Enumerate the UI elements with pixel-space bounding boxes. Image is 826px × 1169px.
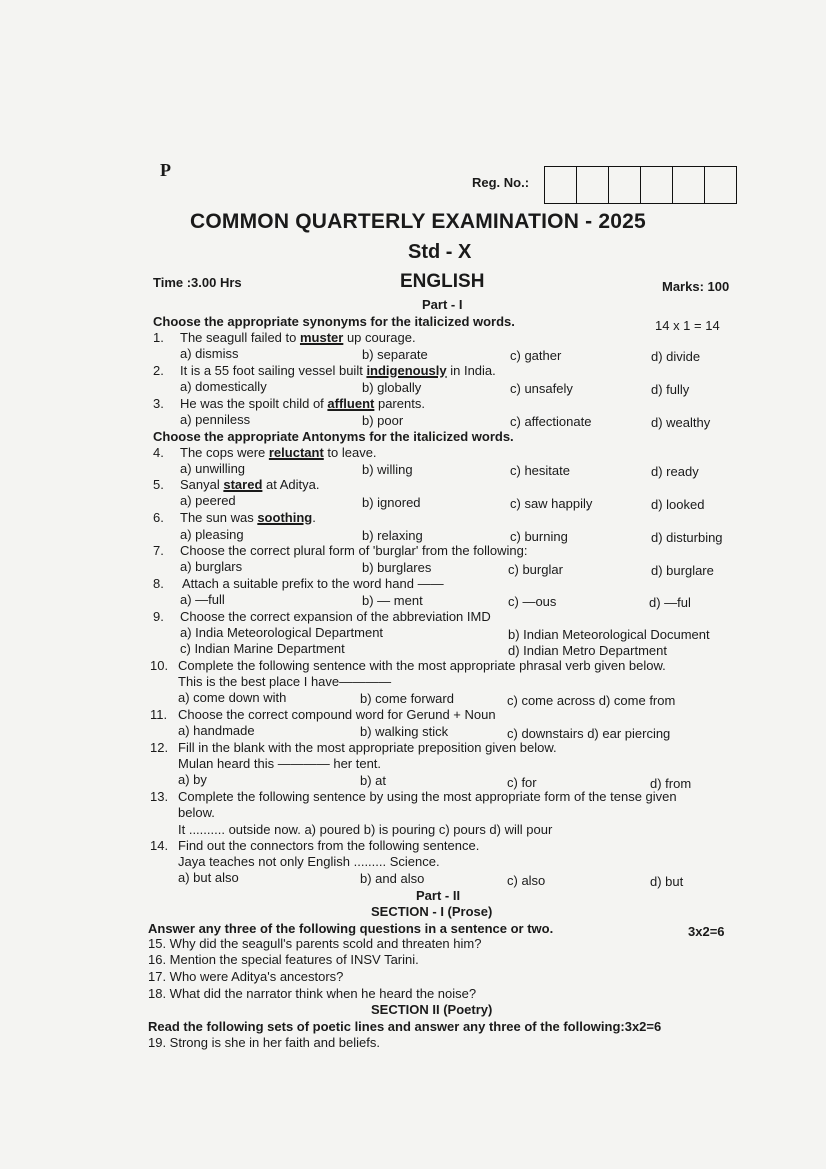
option-c: c) burning: [510, 529, 568, 544]
question-number: 11.: [150, 707, 168, 722]
option-d: d) burglare: [651, 563, 714, 578]
question-18: 18. What did the narrator think when he heard the noise?: [148, 986, 477, 1001]
question-number: 4.: [153, 445, 164, 460]
option-b: b) Indian Meteorological Document: [508, 627, 710, 642]
reg-no-box: [545, 167, 577, 203]
reg-no-box: [673, 167, 705, 203]
option-a: a) by: [178, 772, 207, 787]
question-number: 7.: [153, 543, 164, 558]
question-number: 3.: [153, 396, 164, 411]
option-a: a) —full: [180, 592, 225, 607]
option-c: c) hesitate: [510, 463, 570, 478]
question-text: Attach a suitable prefix to the word hand ——: [182, 576, 444, 591]
question-text: Choose the correct compound word for Gerund + Noun: [178, 707, 496, 722]
option-d: d) from: [650, 776, 692, 791]
question-text: Choose the correct expansion of the abbreviation IMD: [180, 609, 491, 624]
option-d: d) ready: [651, 464, 699, 479]
option-b: b) come forward: [360, 691, 454, 706]
reg-no-box: [705, 167, 736, 203]
question-15: 15. Why did the seagull's parents scold and threaten him?: [148, 936, 482, 951]
italicized-word: reluctant: [268, 445, 324, 460]
option-b: b) poor: [362, 413, 404, 428]
option-a: a) domestically: [180, 379, 267, 394]
option-c: c) gather: [510, 348, 562, 363]
reg-no-box: [577, 167, 609, 203]
question-19: 19. Strong is she in her faith and beliefs.: [148, 1035, 380, 1050]
question-text: Find out the connectors from the following sentence.: [178, 838, 480, 853]
question-number: 10.: [150, 658, 169, 673]
option-c: c) saw happily: [510, 496, 593, 511]
italicized-word: muster: [299, 330, 344, 345]
option-b: b) — ment: [362, 593, 423, 608]
question-number: 2.: [153, 363, 164, 378]
question-17: 17. Who were Aditya's ancestors?: [148, 969, 344, 984]
option-a: a) pleasing: [180, 527, 244, 542]
question-text: It is a 55 foot sailing vessel built indigenously in India.: [180, 363, 496, 378]
part-2-title: Part - II: [416, 888, 461, 903]
part-1-marks: 14 x 1 = 14: [655, 318, 720, 333]
reg-no-box: [641, 167, 673, 203]
option-c: c) Indian Marine Department: [180, 641, 345, 656]
option-a: a) unwilling: [180, 461, 246, 476]
subject-title: ENGLISH: [400, 271, 485, 292]
option-d: d) Indian Metro Department: [508, 643, 667, 658]
option-b: b) at: [360, 773, 387, 788]
question-number: 5.: [153, 477, 164, 492]
option-d: d) —ful: [649, 595, 691, 610]
italicized-word: soothing: [257, 510, 313, 525]
question-number: 8.: [153, 576, 164, 591]
option-d: d) but: [650, 874, 684, 889]
question-number: 1.: [153, 330, 164, 345]
option-a: a) handmade: [178, 723, 255, 738]
option-b: b) ignored: [362, 495, 421, 510]
section-2-title: SECTION II (Poetry): [371, 1002, 493, 1017]
time-allowed: Time :3.00 Hrs: [153, 275, 242, 290]
question-text: The sun was soothing.: [180, 510, 316, 525]
antonyms-instruction: Choose the appropriate Antonyms for the italicized words.: [153, 429, 514, 444]
option-d: d) disturbing: [651, 530, 723, 545]
option-b: b) burglares: [362, 560, 432, 575]
option-c: c) —ous: [508, 594, 557, 609]
question-text: The seagull failed to muster up courage.: [180, 330, 416, 345]
option-d: d) fully: [651, 382, 690, 397]
question-number: 12.: [150, 740, 169, 755]
section-1-marks: 3x2=6: [688, 924, 725, 939]
option-c: c) burglar: [508, 562, 563, 577]
option-a: a) but also: [178, 870, 239, 885]
question-text: Choose the correct plural form of 'burglar' from the following:: [180, 543, 528, 558]
question-text: Fill in the blank with the most appropriate preposition given below.: [178, 740, 557, 755]
reg-no-box: [609, 167, 641, 203]
standard: Std - X: [408, 241, 472, 263]
question-text: Complete the following sentence with the most appropriate phrasal verb given below.: [178, 658, 666, 673]
italicized-word: stared: [223, 477, 263, 492]
question-text: Sanyal stared at Aditya.: [180, 477, 320, 492]
section-2-instruction: Read the following sets of poetic lines and answer any three of the following:3x2=6: [148, 1019, 662, 1034]
option-b: b) walking stick: [360, 724, 449, 739]
question-text-cont: below.: [178, 805, 215, 820]
option-a: a) India Meteorological Department: [180, 625, 384, 640]
option-b: b) relaxing: [362, 528, 423, 543]
question-number: 13.: [150, 789, 169, 804]
option-a: a) come down with: [178, 690, 287, 705]
exam-title: COMMON QUARTERLY EXAMINATION - 2025: [190, 210, 646, 233]
option-c: c) unsafely: [510, 381, 573, 396]
question-text: Complete the following sentence by using the most appropriate form of the tense given: [178, 789, 677, 804]
question-sentence: This is the best place I have————: [178, 674, 392, 689]
option-a: a) peered: [180, 493, 236, 508]
question-paper-series: P: [160, 160, 171, 180]
question-text: The cops were reluctant to leave.: [180, 445, 377, 460]
option-cd: c) downstairs d) ear piercing: [507, 726, 671, 741]
question-16: 16. Mention the special features of INSV Tarini.: [148, 952, 419, 967]
question-number: 14.: [150, 838, 169, 853]
part-1-title: Part - I: [422, 297, 463, 312]
total-marks: Marks: 100: [662, 279, 730, 294]
option-c: c) for: [507, 775, 537, 790]
question-number: 6.: [153, 510, 164, 525]
section-1-instruction: Answer any three of the following questions in a sentence or two.: [148, 921, 554, 936]
italicized-word: indigenously: [366, 363, 447, 378]
option-b: b) separate: [362, 347, 428, 362]
question-sentence: Jaya teaches not only English ......... Science.: [178, 854, 440, 869]
reg-no-label: Reg. No.:: [472, 175, 530, 190]
italicized-word: affluent: [327, 396, 375, 411]
question-sentence: Mulan heard this ———— her tent.: [178, 756, 382, 771]
option-d: d) looked: [651, 497, 705, 512]
option-a: a) penniless: [180, 412, 251, 427]
option-c: c) also: [507, 873, 546, 888]
question-number: 9.: [153, 609, 164, 624]
option-a: a) dismiss: [180, 346, 239, 361]
reg-no-boxes: [544, 166, 737, 204]
option-c: c) affectionate: [510, 414, 592, 429]
section-1-title: SECTION - I (Prose): [371, 904, 493, 919]
option-a: a) burglars: [180, 559, 243, 574]
option-b: b) willing: [362, 462, 413, 477]
synonyms-instruction: Choose the appropriate synonyms for the italicized words.: [153, 314, 515, 329]
option-b: b) and also: [360, 871, 425, 886]
question-text: He was the spoilt child of affluent parents.: [180, 396, 425, 411]
option-cd: c) come across d) come from: [507, 693, 676, 708]
option-d: d) divide: [651, 349, 701, 364]
option-d: d) wealthy: [651, 415, 711, 430]
question-sentence-options: It .......... outside now. a) poured b) is pouring c) pours d) will pour: [178, 822, 553, 837]
option-b: b) globally: [362, 380, 422, 395]
